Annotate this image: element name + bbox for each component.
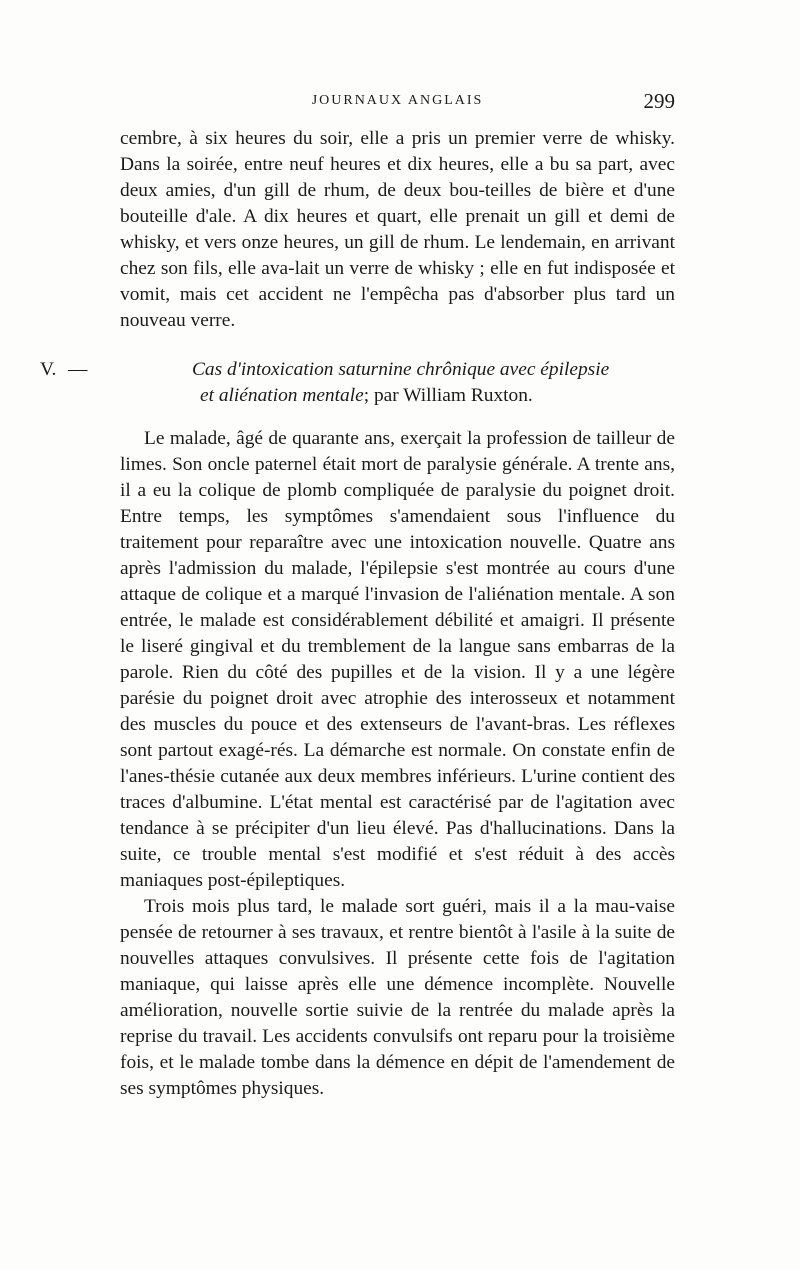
body-text — [40, 126, 675, 1102]
running-head — [120, 90, 675, 114]
section-title-italic-line2: et aliénation mentale — [200, 385, 364, 406]
page-number: 299 — [643, 89, 675, 113]
continued-paragraph: cembre, à six heures du soir, elle a pris un premier verre de whisky. Dans la soirée, entre neuf heures et dix heures, elle a bu sa part, avec deux amies, d'un gill de rhum, de deux bou-teilles de bière et d'une bouteille d'ale. A dix heures et quart, elle prenait un gill et demi de whisky, et vers onze heures, un gill de rhum. Le lendemain, en arrivant chez son fils, elle ava-lait un verre de whisky ; elle en fut indisposée et vomit, mais cet accident ne l'empêcha pas d'absorber plus tard un nouveau verre. — [120, 128, 675, 331]
section-numeral: V. — [40, 359, 57, 380]
paragraph: Le malade, âgé de quarante ans, exerçait la profession de tailleur de limes. Son oncle paternel était mort de paralysie générale. A trente ans, il a eu la colique de plomb compliquée de paralysie du poignet droit. Entre temps, les symptômes s'amendaient sous l'influence du traitement pour reparaître avec une intoxication nouvelle. Quatre ans après l'admission du malade, l'épilepsie s'est montrée au cours d'une attaque de colique et a marqué l'invasion de l'aliénation mentale. A son entrée, le malade est considérablement débilité et amaigri. Il présente le liseré gingival et du tremblement de la langue sans embarras de la parole. Rien du côté des pupilles et de la vision. Il y a une légère parésie du poignet droit avec atrophie des interosseux et notamment des muscles du pouce et des extenseurs de l'avant-bras. Les réflexes sont partout exagé-rés. La démarche est normale. On constate enfin de l'anes-thésie cutanée aux deux membres inférieurs. L'urine contient des traces d'albumine. L'état mental est caractérisé par de l'agitation avec tendance à se précipiter d'un lieu élevé. Pas d'hallucinations. Dans la suite, ce trouble mental s'est modifié et s'est réduit à des accès maniaques post-épileptiques. — [120, 428, 675, 891]
running-title: JOURNAUX ANGLAIS — [311, 93, 484, 108]
section-dash: — — [68, 359, 88, 380]
section-title — [40, 357, 675, 409]
section-title-suffix: ; par William Ruxton. — [363, 385, 533, 406]
section-title-italic-line1: Cas d'intoxication saturnine chrônique avec épilepsie — [192, 359, 610, 380]
paragraph: Trois mois plus tard, le malade sort guéri, mais il a la mau-vaise pensée de retourner à ses travaux, et rentre bientôt à l'asile à la suite de nouvelles attaques convulsives. Il présente cette fois de l'agitation maniaque, qui laisse après elle une démence incomplète. Nouvelle amélioration, nouvelle sortie suivie de la rentrée du malade après la reprise du travail. Les accidents convulsifs ont reparu pour la troisième fois, et le malade tombe dans la démence en dépit de l'amendement de ses symptômes physiques. — [120, 896, 675, 1099]
